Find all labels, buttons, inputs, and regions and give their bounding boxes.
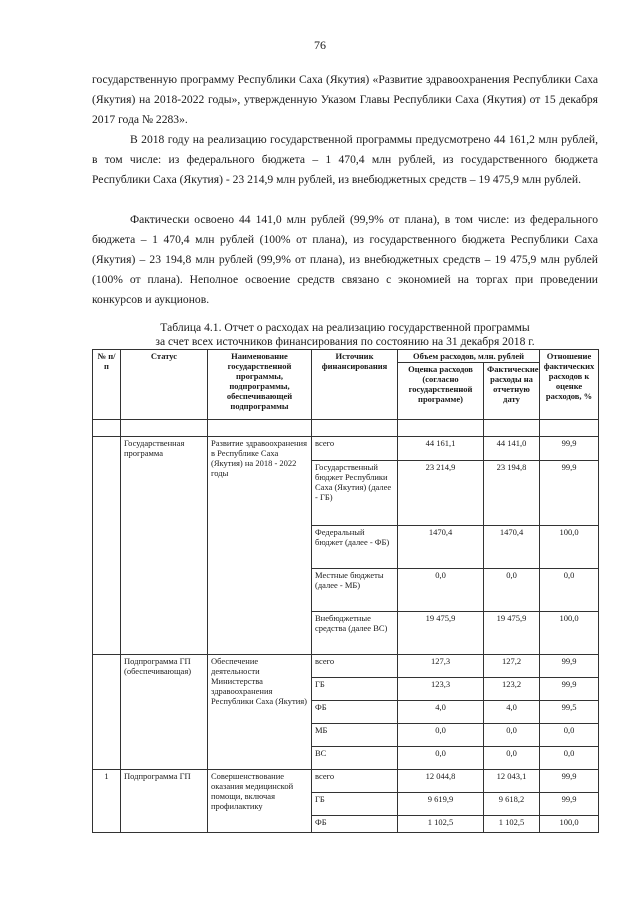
header-actual: Фактические расходы на отчетную дату <box>484 363 540 420</box>
table-row <box>93 770 599 793</box>
cell-estimate: 4,0 <box>398 701 484 724</box>
cell-estimate: 0,0 <box>398 569 484 612</box>
paragraph-1 <box>92 70 598 130</box>
group-3-num: 1 <box>93 770 121 833</box>
cell-estimate: 9 619,9 <box>398 793 484 816</box>
cell-ratio: 0,0 <box>540 724 599 747</box>
cell-source: ВС <box>312 747 398 770</box>
header-ratio: Отношение фактических расходов к оценке расходов, % <box>540 350 599 420</box>
spacer-cell <box>398 420 484 437</box>
cell-source: Местные бюджеты (далее - МБ) <box>312 569 398 612</box>
cell-source: ФБ <box>312 701 398 724</box>
header-status: Статус <box>121 350 208 420</box>
cell-ratio: 99,9 <box>540 437 599 461</box>
spacer-cell <box>208 420 312 437</box>
header-estimate: Оценка расходов (согласно государственной программе) <box>398 363 484 420</box>
cell-ratio: 99,9 <box>540 770 599 793</box>
table-header-spacer <box>93 420 599 437</box>
cell-ratio: 100,0 <box>540 526 599 569</box>
expense-report-table <box>92 349 599 833</box>
cell-estimate: 127,3 <box>398 655 484 678</box>
cell-estimate: 12 044,8 <box>398 770 484 793</box>
cell-ratio: 99,9 <box>540 655 599 678</box>
cell-estimate: 19 475,9 <box>398 612 484 655</box>
cell-estimate: 23 214,9 <box>398 461 484 526</box>
paragraph-2-text: В 2018 году на реализацию государственной программы предусмотрено 44 161,2 млн рублей, в том числе: из федерального бюджета – 1 470,4 млн рублей, из государственного бюджета Республики Саха (Якутия) - 23 214,9 млн рублей, из внебюджетных средств – 19 475,9 млн рублей. <box>92 133 598 186</box>
cell-ratio: 99,5 <box>540 701 599 724</box>
paragraph-3 <box>92 210 598 310</box>
header-source: Источник финансирования <box>312 350 398 420</box>
cell-ratio: 100,0 <box>540 612 599 655</box>
table-caption-line-2: за счет всех источников финансирования по состоянию на 31 декабря 2018 г. <box>155 335 535 348</box>
cell-estimate: 0,0 <box>398 747 484 770</box>
spacer-cell <box>540 420 599 437</box>
cell-actual: 9 618,2 <box>484 793 540 816</box>
cell-ratio: 99,9 <box>540 678 599 701</box>
table-row <box>93 437 599 461</box>
cell-source: ГБ <box>312 678 398 701</box>
cell-ratio: 0,0 <box>540 569 599 612</box>
spacer-cell <box>93 420 121 437</box>
cell-source: МБ <box>312 724 398 747</box>
cell-estimate: 44 161,1 <box>398 437 484 461</box>
spacer-cell <box>484 420 540 437</box>
table-caption <box>92 321 598 349</box>
paragraph-3-text: Фактически освоено 44 141,0 млн рублей (99,9% от плана), в том числе: из федерального бюджета – 1 470,4 млн рублей (100% от плана), из государственного бюджета Республики Саха (Якутия) – 23 194,8 млн рублей (99,9% от плана), из внебюджетных средств – 19 475,9 млн рублей (100% от плана). Неполное освоение средств связано с экономией на торгах при проведении конкурсов и аукционов. <box>92 213 598 306</box>
group-1-status: Государственная программа <box>121 437 208 655</box>
cell-actual: 12 043,1 <box>484 770 540 793</box>
cell-source: ФБ <box>312 816 398 833</box>
cell-estimate: 123,3 <box>398 678 484 701</box>
group-2-status: Подпрограмма ГП (обеспечивающая) <box>121 655 208 770</box>
cell-estimate: 0,0 <box>398 724 484 747</box>
cell-actual: 23 194,8 <box>484 461 540 526</box>
cell-estimate: 1 102,5 <box>398 816 484 833</box>
cell-actual: 0,0 <box>484 569 540 612</box>
header-name: Наименование государственной программы, подпрограммы, обеспечивающей подпрограммы <box>208 350 312 420</box>
cell-actual: 44 141,0 <box>484 437 540 461</box>
cell-source: Внебюджетные средства (далее ВС) <box>312 612 398 655</box>
cell-actual: 19 475,9 <box>484 612 540 655</box>
cell-source: Федеральный бюджет (далее - ФБ) <box>312 526 398 569</box>
paragraph-1-text: государственную программу Республики Саха (Якутия) «Развитие здравоохранения Республики Саха (Якутия) на 2018-2022 годы», утвержденную Указом Главы Республики Саха (Якутия) от 15 декабря 2017 года № 2283». <box>92 73 598 126</box>
table-header-row-1 <box>93 350 599 363</box>
group-1-num <box>93 437 121 655</box>
group-3-name: Совершенствование оказания медицинской помощи, включая профилактику <box>208 770 312 833</box>
cell-actual: 0,0 <box>484 747 540 770</box>
cell-source: ГБ <box>312 793 398 816</box>
cell-source: Государственный бюджет Республики Саха (Якутия) (далее - ГБ) <box>312 461 398 526</box>
cell-source: всего <box>312 655 398 678</box>
group-1-name: Развитие здравоохранения в Республике Саха (Якутия) на 2018 - 2022 годы <box>208 437 312 655</box>
cell-ratio: 99,9 <box>540 793 599 816</box>
group-2-name: Обеспечение деятельности Министерства здравоохранения Республики Саха (Якутия) <box>208 655 312 770</box>
paragraph-2 <box>92 130 598 190</box>
cell-actual: 1470,4 <box>484 526 540 569</box>
header-num: № п/п <box>93 350 121 420</box>
spacer-cell <box>121 420 208 437</box>
spacer-cell <box>312 420 398 437</box>
cell-source: всего <box>312 437 398 461</box>
table-caption-line-1: Таблица 4.1. Отчет о расходах на реализацию государственной программы <box>160 321 530 334</box>
header-volume: Объем расходов, млн. рублей <box>398 350 540 363</box>
cell-actual: 4,0 <box>484 701 540 724</box>
cell-actual: 1 102,5 <box>484 816 540 833</box>
group-2-num <box>93 655 121 770</box>
cell-actual: 0,0 <box>484 724 540 747</box>
cell-ratio: 0,0 <box>540 747 599 770</box>
table-row <box>93 655 599 678</box>
cell-actual: 127,2 <box>484 655 540 678</box>
page-number: 76 <box>314 38 326 52</box>
cell-actual: 123,2 <box>484 678 540 701</box>
group-3-status: Подпрограмма ГП <box>121 770 208 833</box>
cell-source: всего <box>312 770 398 793</box>
cell-estimate: 1470,4 <box>398 526 484 569</box>
cell-ratio: 99,9 <box>540 461 599 526</box>
cell-ratio: 100,0 <box>540 816 599 833</box>
